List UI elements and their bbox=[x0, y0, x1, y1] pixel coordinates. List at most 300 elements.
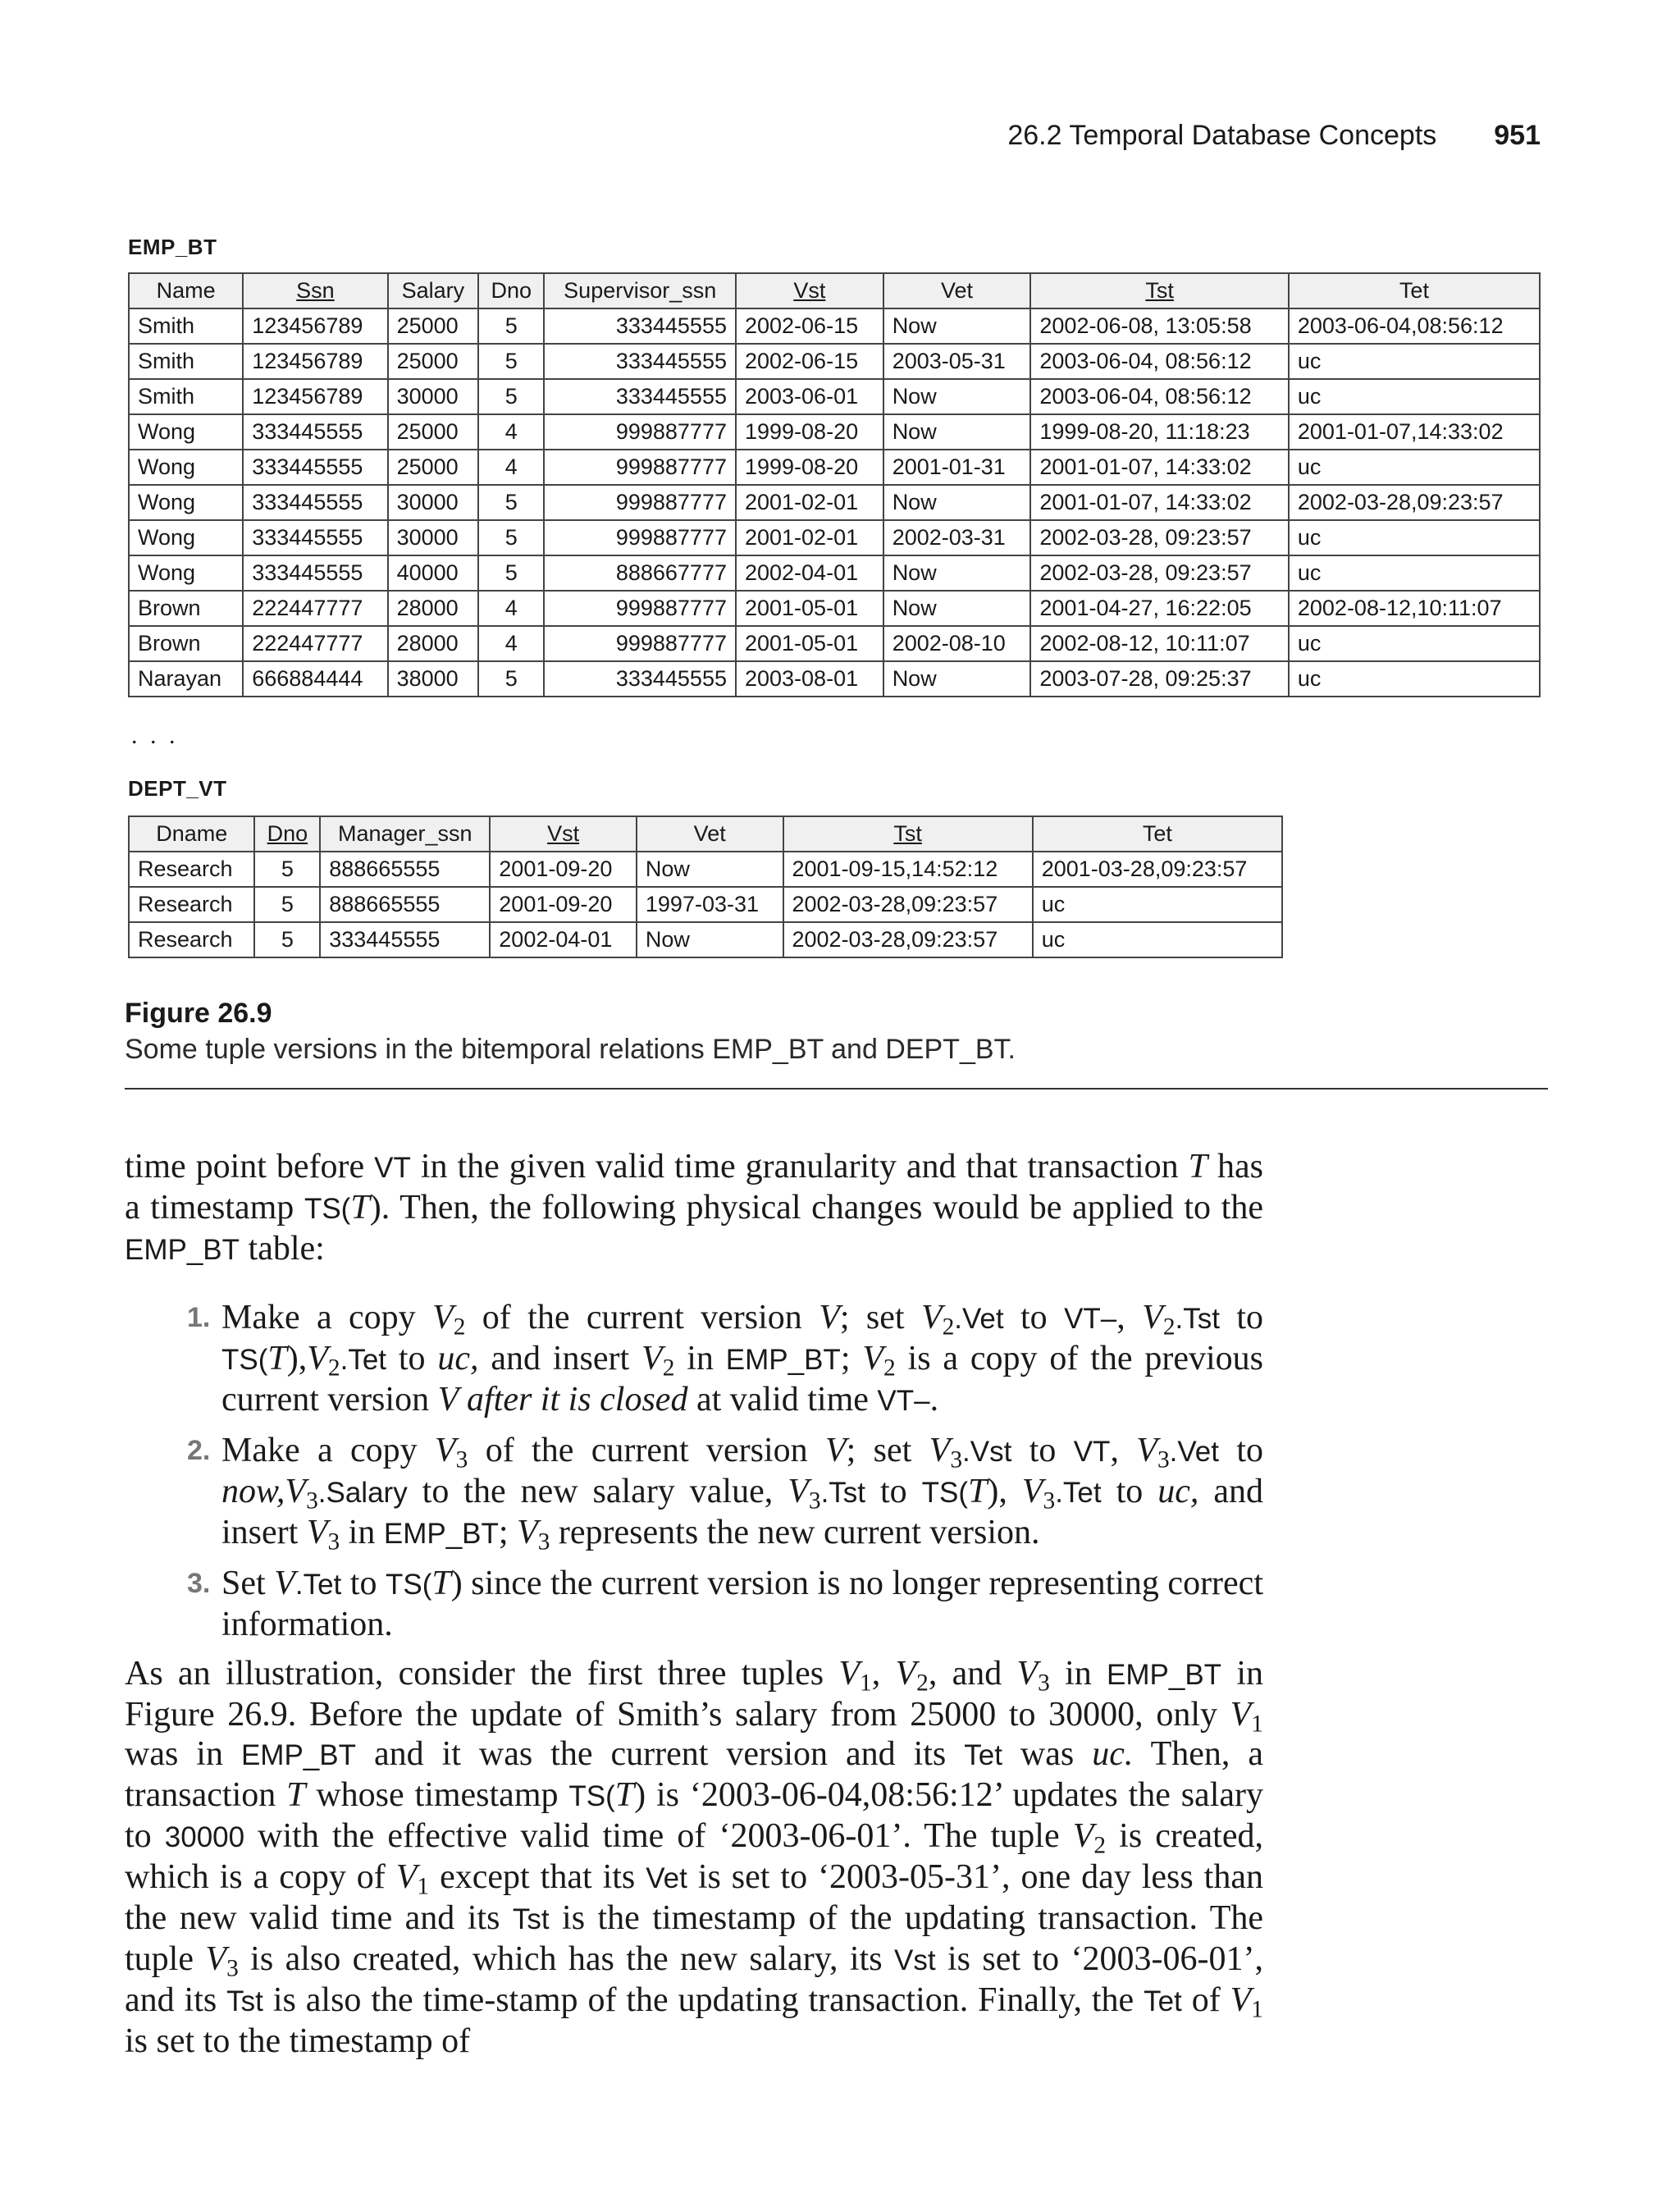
table-cell: 2002-03-31 bbox=[883, 520, 1031, 555]
table-cell: 2002-08-10 bbox=[883, 626, 1031, 661]
table-cell: 2002-03-28,09:23:57 bbox=[1289, 485, 1540, 520]
text-run: ; set bbox=[839, 1299, 921, 1336]
col-header: Vet bbox=[883, 273, 1031, 308]
table-cell: 5 bbox=[478, 379, 544, 414]
table-cell: 5 bbox=[478, 555, 544, 591]
table-cell: 5 bbox=[254, 887, 320, 922]
table-row bbox=[129, 344, 1540, 379]
table-cell: uc bbox=[1289, 450, 1540, 485]
table-cell: 4 bbox=[478, 591, 544, 626]
italic-term: V bbox=[1230, 1981, 1252, 2019]
subscript: 2 bbox=[453, 1313, 466, 1341]
table-cell: 2001-01-07, 14:33:02 bbox=[1030, 485, 1288, 520]
table-cell: 4 bbox=[478, 626, 544, 661]
table-row bbox=[129, 520, 1540, 555]
text-run: ). Then, the following physical changes would be applied to the bbox=[369, 1189, 1263, 1227]
table-cell: 222447777 bbox=[243, 626, 387, 661]
subscript: 1 bbox=[860, 1670, 872, 1697]
emp-bt-table bbox=[128, 272, 1541, 697]
table-cell: 333445555 bbox=[544, 308, 736, 344]
text-run: has a timestamp bbox=[125, 1148, 1263, 1227]
text-run: to bbox=[386, 1340, 438, 1377]
col-header: Name bbox=[129, 273, 243, 308]
table-cell: 2001-01-31 bbox=[883, 450, 1031, 485]
table-cell: 28000 bbox=[388, 591, 479, 626]
italic-term: V bbox=[434, 1432, 456, 1469]
code-term: EMP_BT bbox=[725, 1344, 841, 1376]
col-header-label: Tst bbox=[1145, 278, 1174, 303]
table-cell: 1999-08-20 bbox=[736, 414, 883, 450]
text-run: ; bbox=[840, 1340, 863, 1377]
table-cell: 5 bbox=[478, 485, 544, 520]
col-header-label: Vst bbox=[547, 821, 580, 846]
text-run: of the current version bbox=[468, 1432, 825, 1469]
text-run: of bbox=[1181, 1981, 1230, 2019]
text-run: since the current version is no longer representing correct information. bbox=[221, 1565, 1263, 1643]
italic-term: V bbox=[1142, 1299, 1163, 1336]
text-run: to bbox=[865, 1473, 922, 1510]
text-run: and it was the current version and its bbox=[355, 1735, 965, 1773]
table-cell: 30000 bbox=[388, 520, 479, 555]
subscript: 2 bbox=[883, 1355, 896, 1382]
table-cell: uc bbox=[1289, 661, 1540, 697]
italic-term: T bbox=[431, 1565, 451, 1602]
table-header-row bbox=[129, 273, 1540, 308]
text-run: Make a copy bbox=[221, 1432, 435, 1469]
table-cell: 2003-06-04,08:56:12 bbox=[1289, 308, 1540, 344]
text-run: is set to the timestamp of bbox=[125, 2022, 471, 2060]
text-run: in bbox=[674, 1340, 726, 1377]
table-cell: 2002-06-08, 13:05:58 bbox=[1030, 308, 1288, 344]
table-cell: 2002-08-12, 10:11:07 bbox=[1030, 626, 1288, 661]
italic-term: V bbox=[920, 1299, 943, 1336]
text-run: ) bbox=[634, 1776, 646, 1814]
table-cell: 28000 bbox=[388, 626, 479, 661]
table-cell: 25000 bbox=[388, 414, 479, 450]
text-run: to bbox=[1219, 1299, 1264, 1336]
code-term: EMP_BT bbox=[383, 1518, 499, 1550]
text-run: of the current version bbox=[465, 1299, 819, 1336]
table-header-row bbox=[129, 816, 1282, 852]
code-term: TS( bbox=[921, 1477, 969, 1509]
col-header: Dname bbox=[129, 816, 254, 852]
text-run: represents the new current version. bbox=[550, 1514, 1040, 1551]
table-cell: uc bbox=[1033, 887, 1282, 922]
text-run: to the new salary value, bbox=[407, 1473, 788, 1510]
text-run: to bbox=[1101, 1473, 1158, 1510]
table-cell: 2002-03-28, 09:23:57 bbox=[1030, 555, 1288, 591]
table-cell: Smith bbox=[129, 379, 243, 414]
table-row bbox=[129, 485, 1540, 520]
col-header bbox=[783, 816, 1033, 852]
text-run: to bbox=[1003, 1299, 1065, 1336]
text-run: ; bbox=[498, 1514, 518, 1551]
table-cell: 123456789 bbox=[243, 308, 387, 344]
text-run: ) bbox=[450, 1565, 463, 1602]
text-run: in Figure 26.9. Before the update of Smith’s salary from 25000 to 30000, only bbox=[125, 1655, 1264, 1734]
text-run: , bbox=[871, 1655, 896, 1693]
table-cell: 30000 bbox=[388, 485, 479, 520]
col-header: Tet bbox=[1033, 816, 1282, 852]
table-row bbox=[129, 626, 1540, 661]
table-cell: 2003-06-01 bbox=[736, 379, 883, 414]
table-cell: 5 bbox=[478, 661, 544, 697]
table-cell: 2003-07-28, 09:25:37 bbox=[1030, 661, 1288, 697]
text-run: ), bbox=[286, 1340, 308, 1377]
text-run: and insert bbox=[221, 1473, 1263, 1551]
code-term: Tet bbox=[964, 1739, 1002, 1771]
table-cell: 888667777 bbox=[544, 555, 736, 591]
text-run: and insert bbox=[478, 1340, 642, 1377]
code-term: Tst bbox=[226, 1985, 263, 2017]
table-cell: 1997-03-31 bbox=[637, 887, 783, 922]
figure-title: Figure 26.9 bbox=[125, 998, 272, 1029]
text-run: in the given valid time granularity and that transaction bbox=[410, 1148, 1189, 1186]
table-cell: uc bbox=[1289, 344, 1540, 379]
code-term: VT– bbox=[1064, 1303, 1117, 1335]
table-cell: Now bbox=[637, 922, 783, 957]
dept-vt-table bbox=[128, 815, 1283, 958]
table-cell: 5 bbox=[478, 520, 544, 555]
code-term: TS( bbox=[221, 1344, 268, 1376]
table-cell: 333445555 bbox=[243, 450, 387, 485]
table-cell: 2001-02-01 bbox=[736, 520, 883, 555]
italic-term: V bbox=[1136, 1432, 1157, 1469]
table-cell: 2001-05-01 bbox=[736, 626, 883, 661]
table-cell: Now bbox=[883, 308, 1031, 344]
table-row bbox=[129, 852, 1282, 887]
italic-term: V bbox=[819, 1299, 840, 1336]
table-cell: Smith bbox=[129, 344, 243, 379]
text-run: except that its bbox=[429, 1858, 646, 1896]
table-cell: 25000 bbox=[388, 450, 479, 485]
text-run: ; set bbox=[846, 1432, 929, 1469]
list-number: 1. bbox=[187, 1302, 211, 1333]
italic-term: V bbox=[641, 1340, 663, 1377]
code-term: Tet bbox=[1144, 1985, 1182, 2017]
italic-term: T bbox=[267, 1340, 287, 1377]
table-cell: 123456789 bbox=[243, 344, 387, 379]
subscript: 3 bbox=[327, 1528, 340, 1556]
table-cell: 2002-03-28,09:23:57 bbox=[783, 922, 1033, 957]
table-cell: 333445555 bbox=[544, 661, 736, 697]
table-cell: 2002-03-28, 09:23:57 bbox=[1030, 520, 1288, 555]
subscript: 2 bbox=[916, 1670, 929, 1697]
col-header: Manager_ssn bbox=[320, 816, 490, 852]
subscript: 3 bbox=[1157, 1446, 1170, 1473]
code-term: .Tet bbox=[1055, 1477, 1102, 1509]
text-run: is a copy of the previous current version bbox=[221, 1340, 1263, 1419]
subscript: 2 bbox=[1162, 1313, 1176, 1341]
code-term: .Salary bbox=[317, 1477, 408, 1509]
text-run: whose timestamp bbox=[305, 1776, 569, 1814]
code-term: .Vst bbox=[962, 1436, 1012, 1468]
col-header: Vet bbox=[637, 816, 783, 852]
subscript: 3 bbox=[306, 1487, 318, 1514]
table-cell: 333445555 bbox=[320, 922, 490, 957]
table-row bbox=[129, 308, 1540, 344]
code-term: Vst bbox=[893, 1944, 936, 1976]
table-cell: Wong bbox=[129, 520, 243, 555]
subscript: 2 bbox=[942, 1313, 955, 1341]
table-cell: 5 bbox=[254, 922, 320, 957]
list-number: 3. bbox=[187, 1568, 211, 1599]
figure-caption: Some tuple versions in the bitemporal relations EMP_BT and DEPT_BT. bbox=[125, 1034, 1016, 1065]
text-run: with the effective valid time of ‘2003-06-01’. The tuple bbox=[244, 1817, 1073, 1855]
italic-term: V bbox=[274, 1565, 295, 1602]
subscript: 2 bbox=[662, 1355, 675, 1382]
table-cell: 2002-04-01 bbox=[490, 922, 637, 957]
table-cell: 38000 bbox=[388, 661, 479, 697]
col-header-label: Dno bbox=[267, 821, 308, 846]
table-cell: Now bbox=[883, 485, 1031, 520]
table-cell: 4 bbox=[478, 450, 544, 485]
text-run: ), bbox=[987, 1473, 1022, 1510]
code-term: EMP_BT bbox=[1107, 1659, 1222, 1691]
table-cell: 999887777 bbox=[544, 450, 736, 485]
italic-term: T bbox=[968, 1473, 988, 1510]
col-header: Salary bbox=[388, 273, 479, 308]
list-item bbox=[187, 1298, 1263, 1421]
text-run: As an illustration, consider the first three tuples bbox=[125, 1655, 839, 1693]
table-cell: 2002-06-15 bbox=[736, 344, 883, 379]
text-run: , and bbox=[928, 1655, 1017, 1693]
table-cell: 2001-04-27, 16:22:05 bbox=[1030, 591, 1288, 626]
italic-term: T bbox=[350, 1189, 370, 1227]
col-header: Tet bbox=[1289, 273, 1540, 308]
code-term: TS( bbox=[568, 1780, 615, 1812]
subscript: 3 bbox=[226, 1955, 239, 1982]
table-cell: Research bbox=[129, 922, 254, 957]
code-term: EMP_BT bbox=[125, 1234, 240, 1266]
ellipsis: . . . bbox=[131, 722, 179, 749]
col-header: Dno bbox=[478, 273, 544, 308]
table-cell: Brown bbox=[129, 626, 243, 661]
table-cell: Smith bbox=[129, 308, 243, 344]
text-run: . bbox=[929, 1381, 939, 1419]
table-cell: Research bbox=[129, 887, 254, 922]
list-item bbox=[187, 1564, 1263, 1644]
text-run: , bbox=[1116, 1299, 1143, 1336]
italic-term: V bbox=[205, 1940, 227, 1978]
table-cell: 2002-06-15 bbox=[736, 308, 883, 344]
italic-term: V bbox=[862, 1340, 883, 1377]
code-term: 30000 bbox=[164, 1821, 245, 1853]
italic-term: V after it is closed bbox=[437, 1381, 688, 1419]
code-term: TS( bbox=[385, 1569, 432, 1601]
italic-term: T bbox=[614, 1776, 635, 1814]
code-term: TS( bbox=[304, 1193, 351, 1225]
italic-term: V bbox=[824, 1432, 847, 1469]
subscript: 2 bbox=[327, 1355, 340, 1382]
code-term: VT bbox=[374, 1152, 411, 1184]
table-cell: 333445555 bbox=[544, 379, 736, 414]
table-cell: 40000 bbox=[388, 555, 479, 591]
italic-term: T bbox=[1188, 1148, 1208, 1186]
italic-term: V bbox=[1230, 1696, 1252, 1734]
text-run: is the timestamp of the updating transaction. The tuple bbox=[125, 1899, 1263, 1978]
italic-term: V bbox=[1021, 1473, 1043, 1510]
text-run: table: bbox=[240, 1230, 325, 1268]
code-term: Vet bbox=[646, 1862, 687, 1894]
dept-table-label: DEPT_VT bbox=[128, 776, 227, 801]
running-header bbox=[1007, 120, 1541, 152]
code-term: EMP_BT bbox=[240, 1739, 356, 1771]
italic-term: V bbox=[929, 1432, 951, 1469]
table-row bbox=[129, 379, 1540, 414]
table-cell: 2002-08-12,10:11:07 bbox=[1289, 591, 1540, 626]
table-cell: Now bbox=[883, 414, 1031, 450]
italic-term: V bbox=[1072, 1817, 1094, 1855]
col-header-label: Tst bbox=[893, 821, 922, 846]
text-run: in bbox=[1049, 1655, 1107, 1693]
code-term: .Tet bbox=[294, 1569, 342, 1601]
italic-term: uc, bbox=[437, 1340, 479, 1377]
subscript: 3 bbox=[1043, 1487, 1056, 1514]
italic-term: V bbox=[1016, 1655, 1039, 1693]
text-run: in bbox=[340, 1514, 384, 1551]
table-cell: 2001-03-28,09:23:57 bbox=[1033, 852, 1282, 887]
list-number: 2. bbox=[187, 1435, 211, 1466]
table-cell: 2003-05-31 bbox=[883, 344, 1031, 379]
subscript: 1 bbox=[1251, 1996, 1263, 2023]
table-cell: 25000 bbox=[388, 344, 479, 379]
table-cell: 999887777 bbox=[544, 591, 736, 626]
code-term: .Tet bbox=[340, 1344, 387, 1376]
table-cell: 2001-01-07, 14:33:02 bbox=[1030, 450, 1288, 485]
illustration-paragraph bbox=[125, 1654, 1263, 2061]
text-run: to bbox=[1218, 1432, 1264, 1469]
list-item bbox=[187, 1431, 1263, 1554]
col-header bbox=[254, 816, 320, 852]
table-cell: 2003-06-04, 08:56:12 bbox=[1030, 379, 1288, 414]
table-cell: Now bbox=[637, 852, 783, 887]
table-cell: Narayan bbox=[129, 661, 243, 697]
table-cell: Now bbox=[883, 591, 1031, 626]
table-cell: 25000 bbox=[388, 308, 479, 344]
italic-term: T bbox=[286, 1776, 306, 1814]
text-run: is set to ‘2003-05-31’, one day less than the new valid time and its bbox=[125, 1858, 1263, 1937]
page-number: 951 bbox=[1494, 120, 1541, 151]
table-cell: 1999-08-20, 11:18:23 bbox=[1030, 414, 1288, 450]
table-cell: uc bbox=[1033, 922, 1282, 957]
table-cell: Wong bbox=[129, 450, 243, 485]
table-row bbox=[129, 555, 1540, 591]
text-run: , bbox=[1110, 1432, 1137, 1469]
text-run: was bbox=[1002, 1735, 1093, 1773]
table-cell: 888665555 bbox=[320, 852, 490, 887]
subscript: 1 bbox=[417, 1873, 430, 1900]
table-cell: 333445555 bbox=[243, 555, 387, 591]
table-cell: uc bbox=[1289, 626, 1540, 661]
table-cell: 333445555 bbox=[243, 414, 387, 450]
col-header bbox=[243, 273, 387, 308]
italic-term: V bbox=[517, 1514, 538, 1551]
italic-term: uc, bbox=[1157, 1473, 1199, 1510]
table-cell: 2001-05-01 bbox=[736, 591, 883, 626]
code-term: .Vet bbox=[1169, 1436, 1219, 1468]
italic-term: V bbox=[788, 1473, 809, 1510]
code-term: .Tst bbox=[1175, 1303, 1220, 1335]
table-cell: Wong bbox=[129, 414, 243, 450]
text-run: is also created, which has the new salary, its bbox=[238, 1940, 894, 1978]
section-title: 26.2 Temporal Database Concepts bbox=[1007, 120, 1437, 151]
code-term: .Tst bbox=[820, 1477, 866, 1509]
table-cell: 2001-09-20 bbox=[490, 887, 637, 922]
table-row bbox=[129, 922, 1282, 957]
subscript: 3 bbox=[808, 1487, 821, 1514]
col-header bbox=[736, 273, 883, 308]
col-header bbox=[1030, 273, 1288, 308]
italic-term: V bbox=[395, 1858, 418, 1896]
text-run: is created, which is a copy of bbox=[125, 1817, 1263, 1896]
divider bbox=[125, 1088, 1548, 1090]
table-row bbox=[129, 414, 1540, 450]
text-run: Set bbox=[221, 1565, 275, 1602]
italic-term: V bbox=[285, 1473, 307, 1510]
table-cell: uc bbox=[1289, 379, 1540, 414]
italic-term: now, bbox=[221, 1473, 285, 1510]
text-run: Make a copy bbox=[221, 1299, 433, 1336]
table-cell: 222447777 bbox=[243, 591, 387, 626]
table-cell: 999887777 bbox=[544, 520, 736, 555]
table-cell: Now bbox=[883, 555, 1031, 591]
text-run: to bbox=[1011, 1432, 1074, 1469]
table-cell: 2003-06-04, 08:56:12 bbox=[1030, 344, 1288, 379]
table-cell: 30000 bbox=[388, 379, 479, 414]
table-cell: 2002-04-01 bbox=[736, 555, 883, 591]
text-run: is ‘2003-06-04,08:56:12’ updates the salary to bbox=[125, 1776, 1263, 1855]
table-cell: uc bbox=[1289, 520, 1540, 555]
table-cell: 5 bbox=[478, 308, 544, 344]
text-run: at valid time bbox=[687, 1381, 878, 1419]
text-run: Then, a transaction bbox=[125, 1735, 1263, 1814]
italic-term: uc. bbox=[1092, 1735, 1134, 1773]
table-cell: 333445555 bbox=[544, 344, 736, 379]
table-cell: 1999-08-20 bbox=[736, 450, 883, 485]
subscript: 3 bbox=[1038, 1670, 1050, 1697]
table-cell: 999887777 bbox=[544, 626, 736, 661]
subscript: 3 bbox=[950, 1446, 963, 1473]
table-row bbox=[129, 887, 1282, 922]
table-cell: 2002-03-28,09:23:57 bbox=[783, 887, 1033, 922]
subscript: 1 bbox=[1251, 1711, 1263, 1738]
col-header: Supervisor_ssn bbox=[544, 273, 736, 308]
subscript: 2 bbox=[1093, 1832, 1107, 1859]
code-term: .Vet bbox=[954, 1303, 1004, 1335]
table-row bbox=[129, 450, 1540, 485]
step-list bbox=[187, 1298, 1263, 1654]
table-cell: 333445555 bbox=[243, 485, 387, 520]
text-run: is set to ‘2003-06-01’, and its bbox=[125, 1940, 1263, 2019]
italic-term: V bbox=[307, 1340, 328, 1377]
table-cell: 666884444 bbox=[243, 661, 387, 697]
code-term: VT bbox=[1073, 1436, 1111, 1468]
text-run: is also the time-stamp of the updating transaction. Finally, the bbox=[262, 1981, 1144, 2019]
emp-table-label: EMP_BT bbox=[128, 235, 217, 259]
italic-term: V bbox=[432, 1299, 454, 1336]
table-cell: Now bbox=[883, 661, 1031, 697]
code-term: Tst bbox=[512, 1903, 550, 1935]
table-row bbox=[129, 591, 1540, 626]
code-term: VT– bbox=[877, 1385, 930, 1417]
table-cell: 123456789 bbox=[243, 379, 387, 414]
intro-paragraph bbox=[125, 1147, 1263, 1270]
subscript: 3 bbox=[455, 1446, 468, 1473]
table-cell: Wong bbox=[129, 485, 243, 520]
table-cell: Wong bbox=[129, 555, 243, 591]
table-cell: 999887777 bbox=[544, 414, 736, 450]
